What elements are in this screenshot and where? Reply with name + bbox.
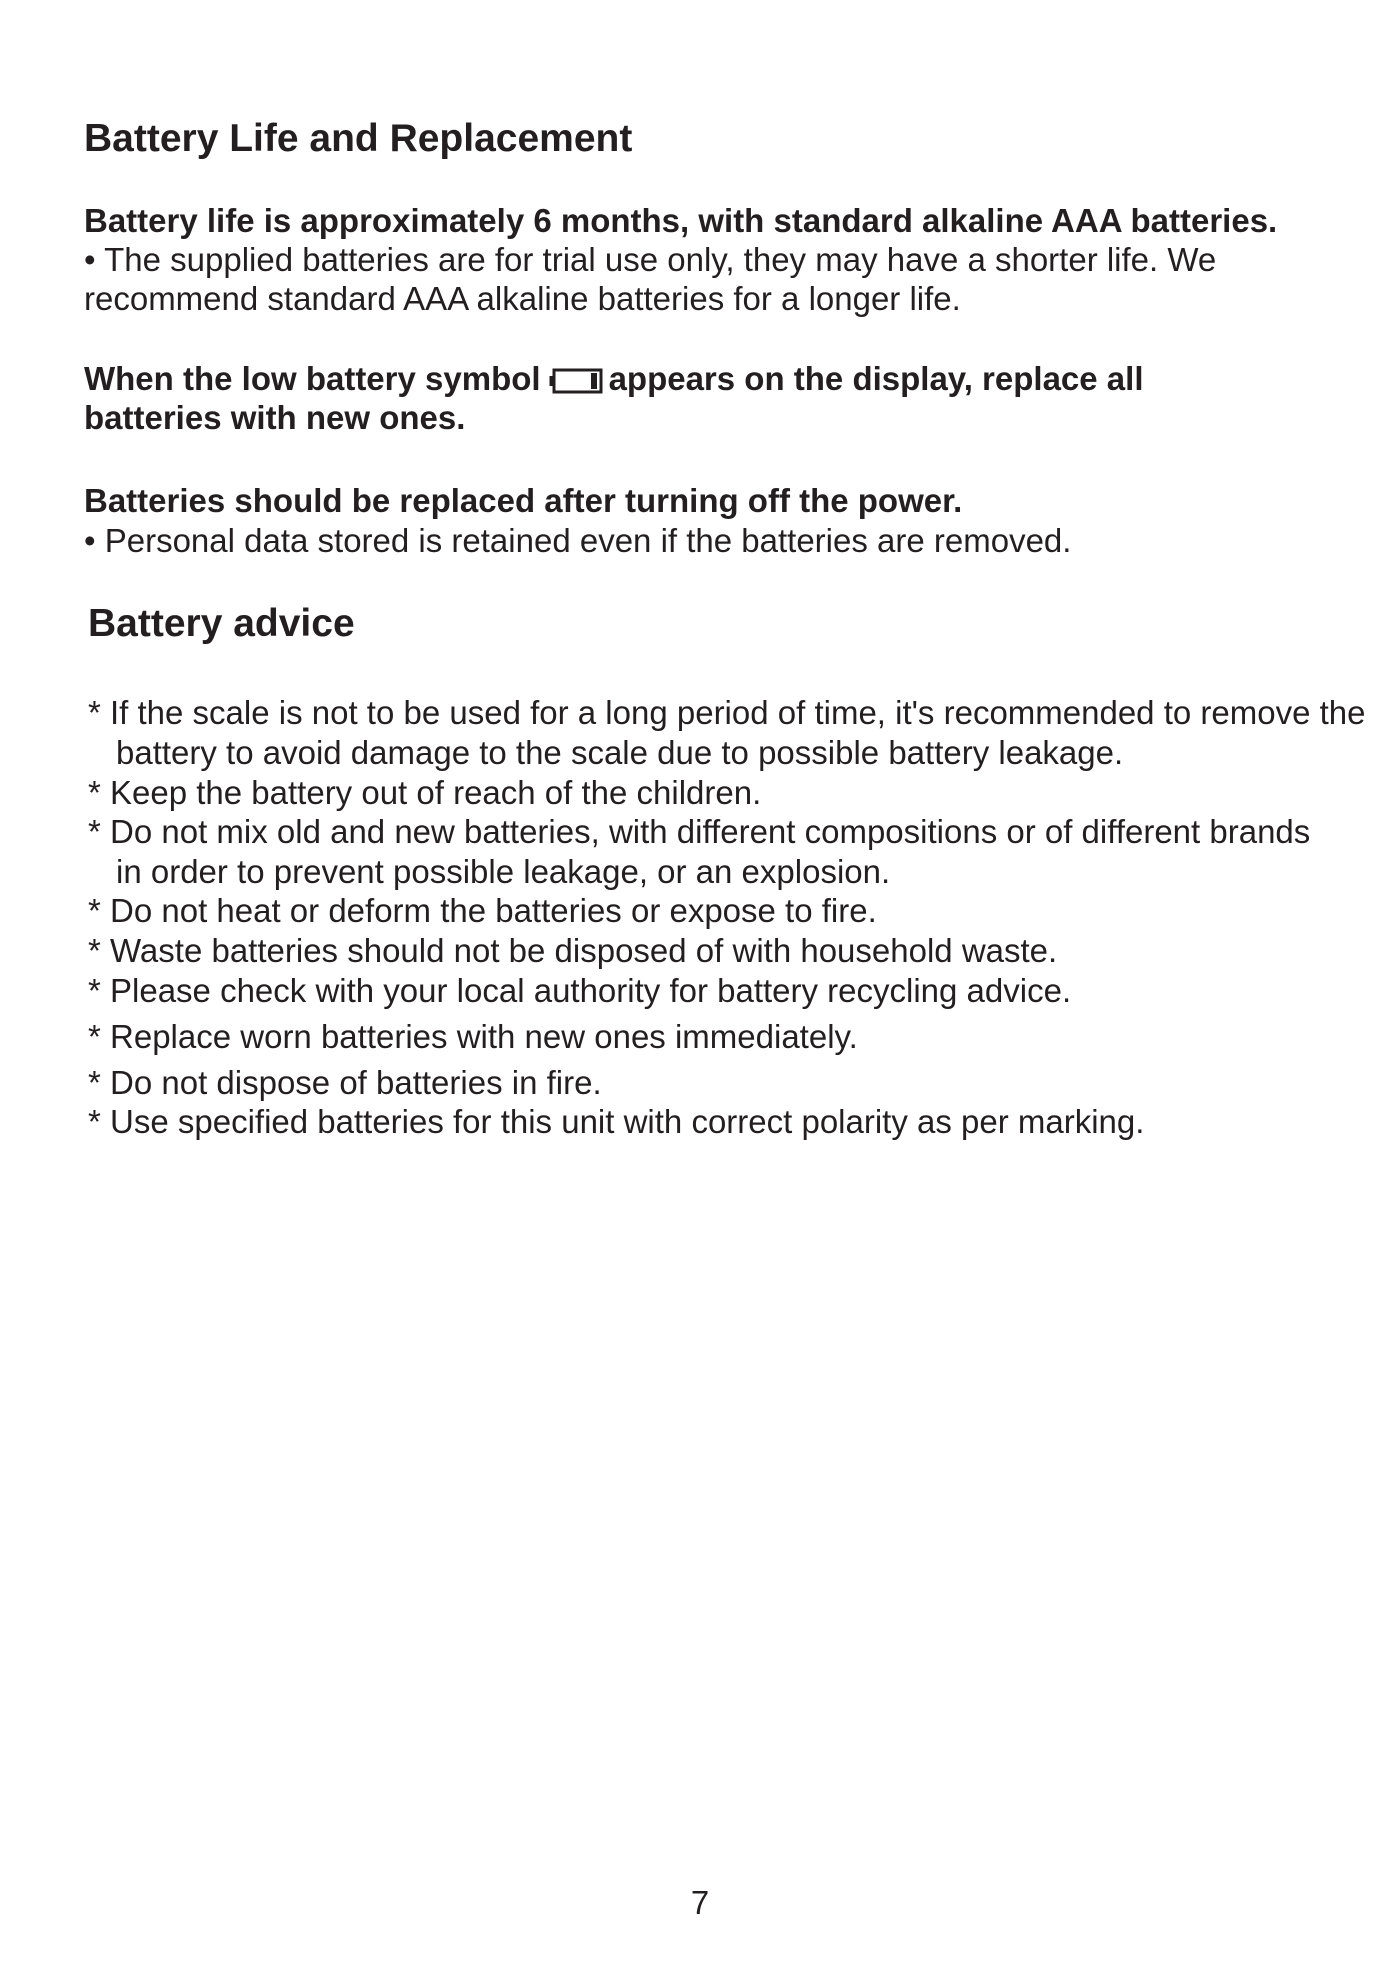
advice-line: battery to avoid damage to the scale due to possible battery leakage. <box>116 734 1124 771</box>
advice-line: * Waste batteries should not be disposed of with household waste. <box>88 932 1058 969</box>
trial-batteries-note-line2: recommend standard AAA alkaline batteries for a longer life. <box>84 280 961 317</box>
advice-line: * Please check with your local authority for battery recycling advice. <box>88 972 1072 1009</box>
page-number: 7 <box>690 1884 710 1921</box>
low-battery-icon <box>549 363 603 403</box>
low-battery-text-before: When the low battery symbol <box>84 360 541 397</box>
advice-line: * If the scale is not to be used for a long period of time, it's recommended to remove the <box>88 694 1366 731</box>
replace-power-off-statement: Batteries should be replaced after turning off the power. <box>84 482 963 519</box>
advice-line: * Do not heat or deform the batteries or expose to fire. <box>88 892 877 929</box>
heading-battery-advice: Battery advice <box>88 602 355 645</box>
advice-line: * Do not dispose of batteries in fire. <box>88 1064 602 1101</box>
personal-data-note: • Personal data stored is retained even if the batteries are removed. <box>84 522 1072 559</box>
low-battery-instruction-line1 <box>84 359 1144 403</box>
trial-batteries-note-line1: • The supplied batteries are for trial use only, they may have a shorter life. We <box>84 241 1217 278</box>
advice-line: * Keep the battery out of reach of the children. <box>88 774 762 811</box>
advice-line: * Replace worn batteries with new ones immediately. <box>88 1018 858 1055</box>
heading-battery-life: Battery Life and Replacement <box>84 117 633 160</box>
advice-line: * Do not mix old and new batteries, with different compositions or of different brands <box>88 813 1311 850</box>
advice-line: * Use specified batteries for this unit with correct polarity as per marking. <box>88 1103 1145 1140</box>
advice-line: in order to prevent possible leakage, or an explosion. <box>116 853 891 890</box>
low-battery-text-after: appears on the display, replace all <box>608 360 1144 397</box>
low-battery-instruction-line2: batteries with new ones. <box>84 399 466 436</box>
battery-life-statement: Battery life is approximately 6 months, with standard alkaline AAA batteries. <box>84 202 1278 239</box>
